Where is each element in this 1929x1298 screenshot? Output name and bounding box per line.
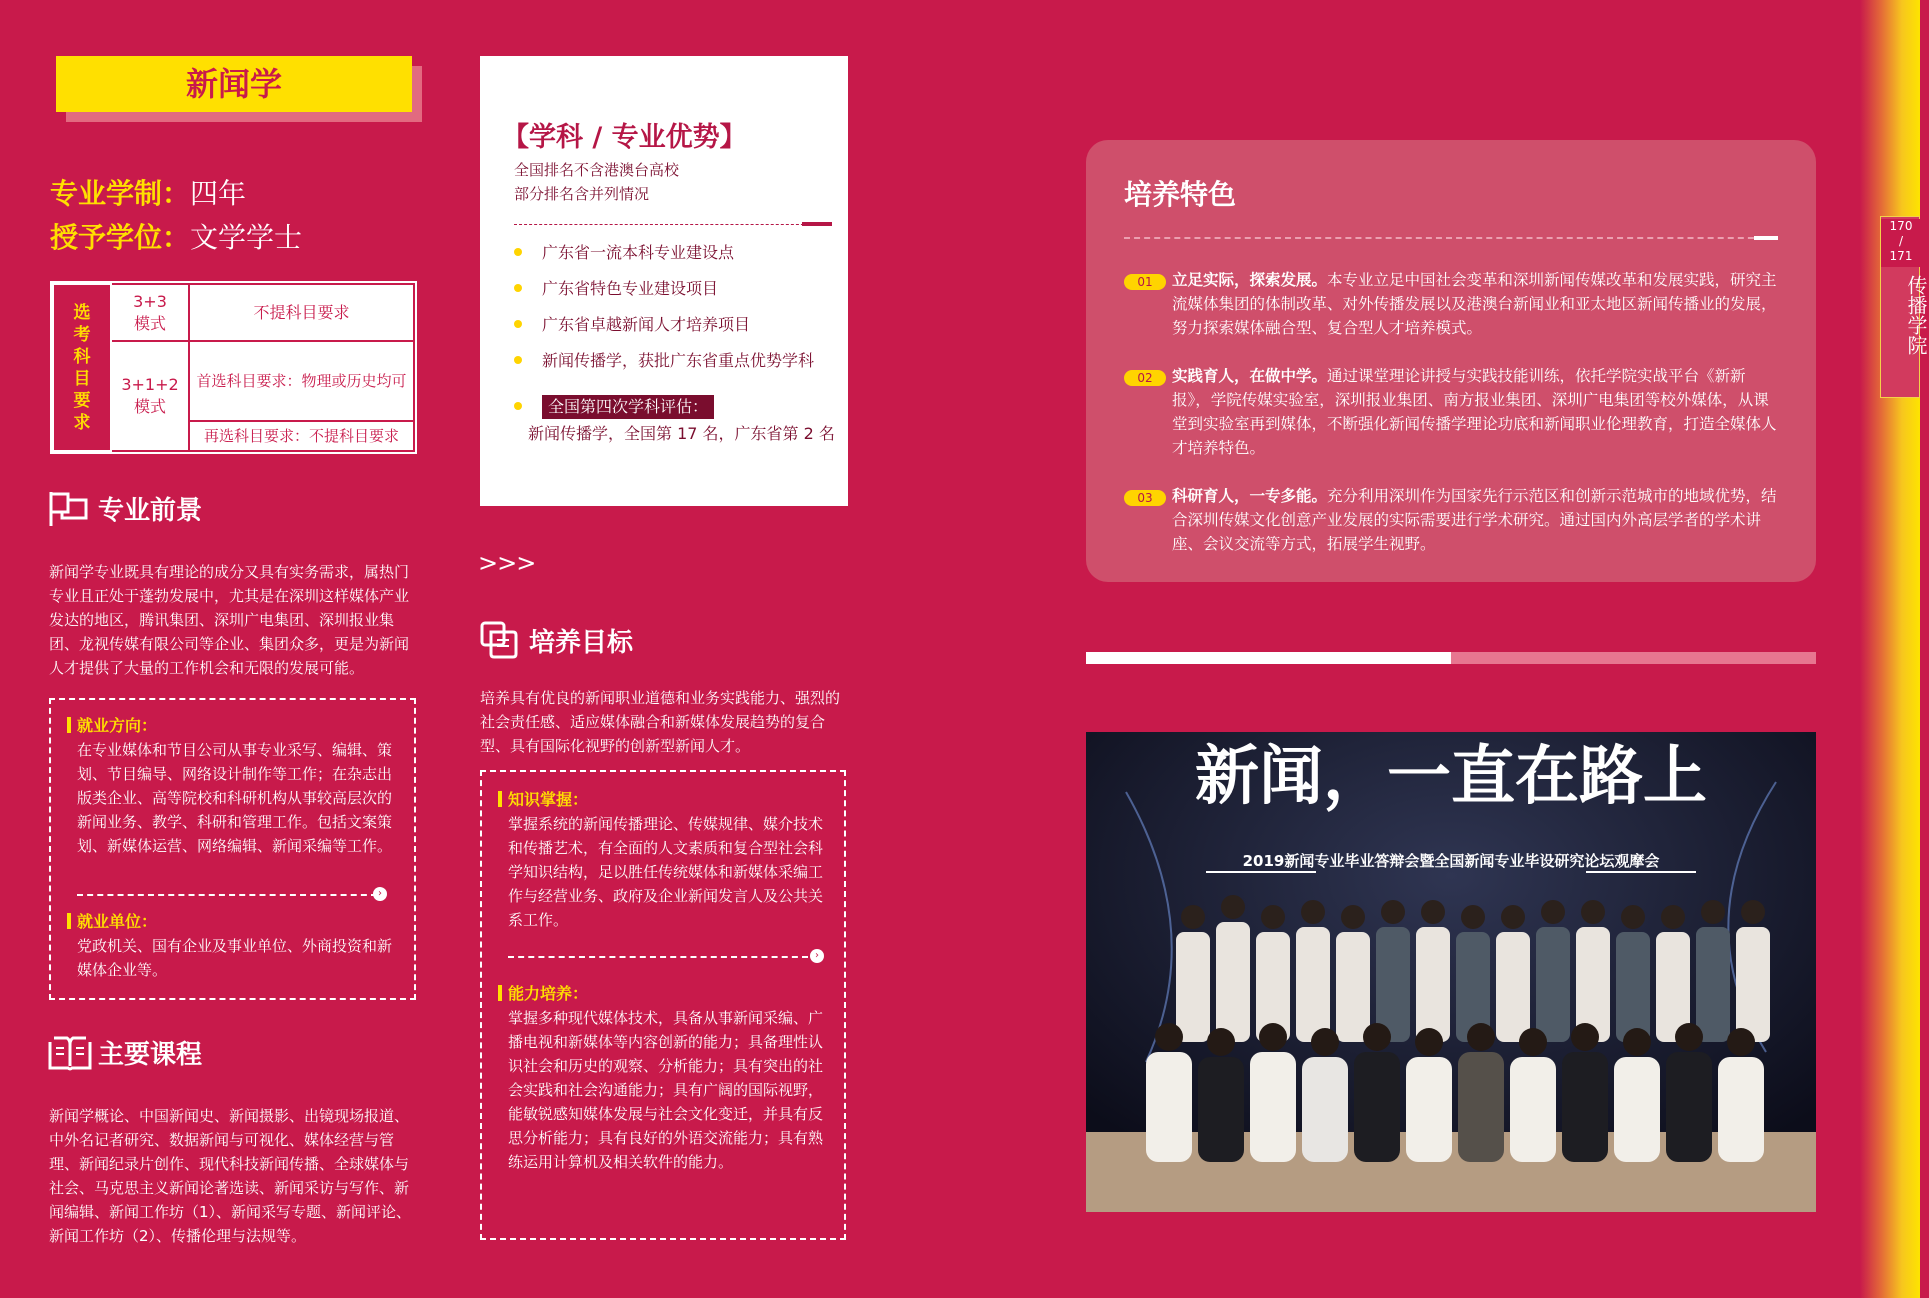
degree-value: 文学学士 xyxy=(190,221,303,254)
degree-row xyxy=(50,220,302,256)
mode-a-label: 3+3 模式 xyxy=(111,284,189,341)
advantages-title: 【学科 / 专业优势】 xyxy=(502,122,747,153)
feature-lead: 立足实际，探索发展。 xyxy=(1172,271,1328,289)
feature-text: 充分利用深圳作为国家先行示范区和创新示范城市的地域优势，结合深圳传媒文化创意产业发展的实际需要进行学术研究。通过国内外高层学者的学术讲座、会议交流等方式，拓展学生视野。 xyxy=(1172,487,1777,553)
prospects-text: 新闻学专业既具有理论的成分又具有实务需求，属热门专业且正处于蓬勃发展中，尤其是在深圳这样媒体产业发达的地区，腾讯集团、深圳广电集团、深圳报业集团、龙视传媒有限公司等企业、集团众多，更是为新闻人才提供了大量的工作机会和无限的发展可能。 xyxy=(49,563,410,677)
photo-banner-title: 新闻，一直在路上 xyxy=(1195,739,1707,814)
page-edge-gradient xyxy=(1860,0,1920,1298)
arrow-circle-icon: › xyxy=(373,887,387,901)
knowledge-label: 知识掌握： xyxy=(498,788,588,812)
knowledge-text: 掌握系统的新闻传播理论、传媒规律、媒介技术和传播艺术，有全面的人文素质和复合型社会科学知识结构，足以胜任传统媒体和新媒体采编工作与经营业务、政府及企业新闻发言人及公共关系工作。 xyxy=(508,815,824,929)
feature-item xyxy=(1172,268,1780,340)
feature-item xyxy=(1172,484,1780,556)
advantage-item: 广东省卓越新闻人才培养项目 xyxy=(514,313,750,337)
major-title: 新闻学 xyxy=(56,56,412,112)
employment-divider xyxy=(77,894,377,896)
page-number-bottom: 171 xyxy=(1889,249,1913,263)
mode-a-requirement: 不提科目要求 xyxy=(189,284,414,341)
feature-text: 本专业立足中国社会变革和深圳新闻传媒改革和发展实践，研究主流媒体集团的体制改革、对外传播发展以及港澳台新闻业和亚太地区新闻传播业的发展，努力探索媒体融合型、复合型人才培养模式。 xyxy=(1172,271,1777,337)
evaluation-text: 新闻传播学，全国第 17 名，广东省第 2 名 xyxy=(528,424,835,443)
advantage-item: 新闻传播学，获批广东省重点优势学科 xyxy=(514,349,814,373)
unit-text: 党政机关、国有企业及事业单位、外商投资和新媒体企业等。 xyxy=(77,937,393,979)
feature-number-badge: 01 xyxy=(1124,274,1166,290)
feature-number-badge: 02 xyxy=(1124,370,1166,386)
college-name: 传播学院 xyxy=(1904,275,1928,355)
evaluation-label: 全国第四次学科评估： xyxy=(542,395,714,419)
features-heading: 培养特色 xyxy=(1124,178,1237,211)
advantages-note-1: 全国排名不含港澳台高校 xyxy=(514,161,680,179)
courses-text: 新闻学概论、中国新闻史、新闻摄影、出镜现场报道、中外名记者研究、数据新闻与可视化、媒体经营与管理、新闻纪录片创作、现代科技新闻传播、全球媒体与社会、马克思主义新闻论著选读、新闻采访与写作、新闻编辑、新闻工作坊（1）、新闻采写专题、新闻评论、新闻工作坊（2）、传播伦理与法规等。 xyxy=(49,1107,412,1245)
advantages-note-2: 部分排名含并列情况 xyxy=(514,185,650,203)
advantage-eval-item xyxy=(514,395,714,419)
duration-row xyxy=(50,176,246,212)
advantages-divider-end xyxy=(802,222,832,226)
advantage-item: 广东省一流本科专业建设点 xyxy=(514,241,734,265)
ability-label: 能力培养： xyxy=(498,982,588,1006)
prospects-heading: 专业前景 xyxy=(98,496,203,526)
page-number xyxy=(1881,219,1921,267)
feature-item xyxy=(1172,364,1780,460)
page-number-sep: / xyxy=(1898,234,1904,248)
unit-label: 就业单位： xyxy=(67,910,157,934)
group-photo xyxy=(1086,732,1816,1212)
flag-icon xyxy=(48,490,90,528)
advantage-item: 广东省特色专业建设项目 xyxy=(514,277,718,301)
advantages-card xyxy=(480,56,848,506)
features-card xyxy=(1086,140,1816,582)
arrow-circle-icon: › xyxy=(810,949,824,963)
subject-requirement-table xyxy=(50,281,417,454)
features-divider-end xyxy=(1754,236,1778,240)
goals-detail-box xyxy=(480,770,846,1240)
employment-box xyxy=(49,698,416,1000)
feature-lead: 实践育人，在做中学。 xyxy=(1172,367,1328,385)
mode-b-requirement-second: 再选科目要求：不提科目要求 xyxy=(189,421,414,451)
employment-label: 就业方向： xyxy=(67,714,157,738)
courses-heading: 主要课程 xyxy=(98,1040,203,1070)
knowledge-divider xyxy=(508,956,808,958)
book-icon xyxy=(48,1036,92,1072)
degree-label: 授予学位： xyxy=(50,221,191,254)
mode-b-label: 3+1+2 模式 xyxy=(111,341,189,451)
mode-b-requirement-first: 首选科目要求：物理或历史均可 xyxy=(189,341,414,421)
chevrons-icon: >>> xyxy=(478,549,536,577)
features-divider xyxy=(1124,237,1774,239)
side-tab[interactable] xyxy=(1880,216,1928,398)
page-number-top: 170 xyxy=(1889,219,1913,233)
feature-text: 通过课堂理论讲授与实践技能训练，依托学院实战平台《新新报》，学院传媒实验室，深圳报业集团、南方报业集团、深圳广电集团等校外媒体，从课堂到实验室再到媒体，不断强化新闻传播学理论功底和新闻职业伦理教育，打造全媒体人才培养特色。 xyxy=(1172,367,1777,457)
goals-text: 培养具有优良的新闻职业道德和业务实践能力、强烈的社会责任感、适应媒体融合和新媒体发展趋势的复合型、具有国际化视野的创新型新闻人才。 xyxy=(480,689,841,755)
duration-label: 专业学制： xyxy=(50,177,191,210)
requirement-side-label: 选考科目要求 xyxy=(53,284,111,451)
employment-text: 在专业媒体和节目公司从事专业采写、编辑、策划、节目编导、网络设计制作等工作；在杂志出版类企业、高等院校和科研机构从事较高层次的新闻业务、教学、科研和管理工作。包括文案策划、新媒体运营、网络编辑、新闻采编等工作。 xyxy=(77,741,393,855)
layers-icon xyxy=(479,620,519,660)
progress-bar xyxy=(1086,652,1816,664)
feature-number-badge: 03 xyxy=(1124,490,1166,506)
progress-bar-fill xyxy=(1086,652,1451,664)
duration-value: 四年 xyxy=(190,177,247,210)
feature-lead: 科研育人，一专多能。 xyxy=(1172,487,1328,505)
photo-banner-subtitle: 2019新闻专业毕业答辩会暨全国新闻专业毕设研究论坛观摩会 xyxy=(1242,852,1660,870)
advantages-divider xyxy=(514,224,814,225)
ability-text: 掌握多种现代媒体技术，具备从事新闻采编、广播电视和新媒体等内容创新的能力；具备理性认识社会和历史的观察、分析能力；具有突出的社会实践和社会沟通能力；具有广阔的国际视野，能敏锐感知媒体发展与社会文化变迁，并具有反思分析能力；具有良好的外语交流能力；具有熟练运用计算机及相关软件的能力。 xyxy=(508,1009,824,1171)
goals-heading: 培养目标 xyxy=(529,628,634,658)
